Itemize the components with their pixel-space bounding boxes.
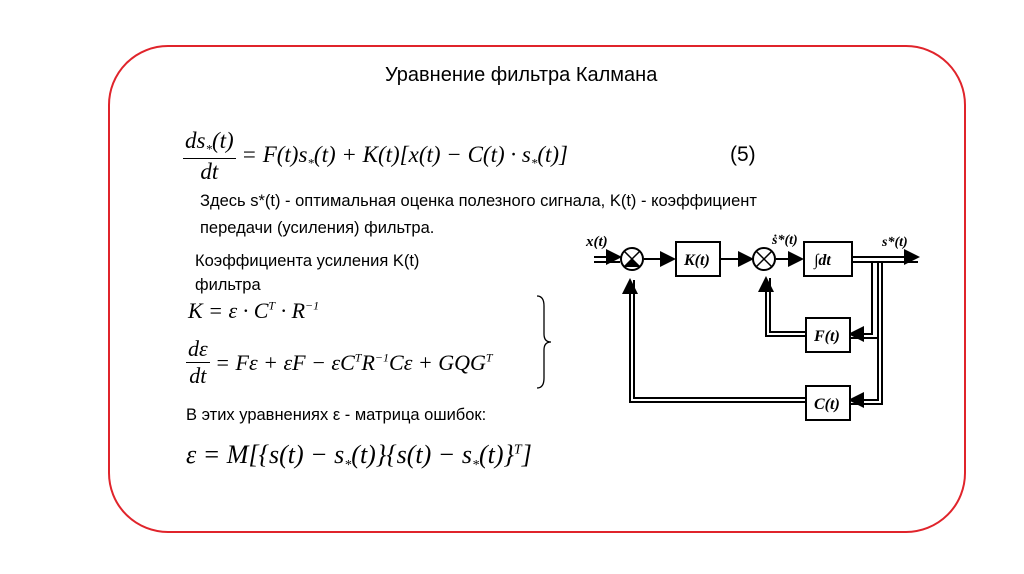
summing-junction-2 <box>753 248 775 270</box>
gain-label-line-2: фильтра <box>195 276 261 294</box>
gain-block-label: K(t) <box>684 252 710 269</box>
kalman-block-diagram <box>580 222 940 432</box>
equation-number: (5) <box>730 143 756 166</box>
f-block-label: F(t) <box>814 328 840 345</box>
integrator-block-label: ∫dt <box>814 252 831 269</box>
input-label: x(t) <box>586 234 608 250</box>
error-matrix-equation: $\varepsilon = M[\{s(t) - s_*(t)\}\{s(t) - s_*(t)\}^T]$ <box>186 440 532 474</box>
deps-dt-fraction: $\frac{d\varepsilon}{dt}$ <box>188 336 208 388</box>
gain-equation: $K = \varepsilon \cdot C^T \cdot R^{-1}$ <box>188 298 320 323</box>
equation-5: $\frac{ds_*(t)}{dt}$ = $F(t)s_*(t) + K(t)[x(t) - C(t) \cdot s_*(t)]$ <box>185 128 568 184</box>
description-line-1: Здесь s*(t) - оптимальная оценка полезного сигнала, K(t) - коэффициент <box>200 192 757 210</box>
gain-label-line-1: Коэффициента усиления K(t) <box>195 252 420 270</box>
system-brace <box>534 294 554 390</box>
ds-dt-fraction: $\frac{ds_*(t)}{dt}$ <box>185 128 234 184</box>
summing-junction-1 <box>621 248 643 270</box>
riccati-equation: $\frac{d\varepsilon}{dt}$ = $F\varepsilon + \varepsilon F - \varepsilon C^TR^{-1}C\varepsilon + GQG^T$ <box>188 336 493 388</box>
description-line-2: передачи (усиления) фильтра. <box>200 219 435 237</box>
output-label: s*(t) <box>882 235 908 250</box>
error-label: В этих уравнениях ε - матрица ошибок: <box>186 406 487 424</box>
slide-title: Уравнение фильтра Калмана <box>385 64 658 86</box>
c-block-label: C(t) <box>814 396 840 413</box>
derivative-label: ṡ*(t) <box>772 233 798 248</box>
